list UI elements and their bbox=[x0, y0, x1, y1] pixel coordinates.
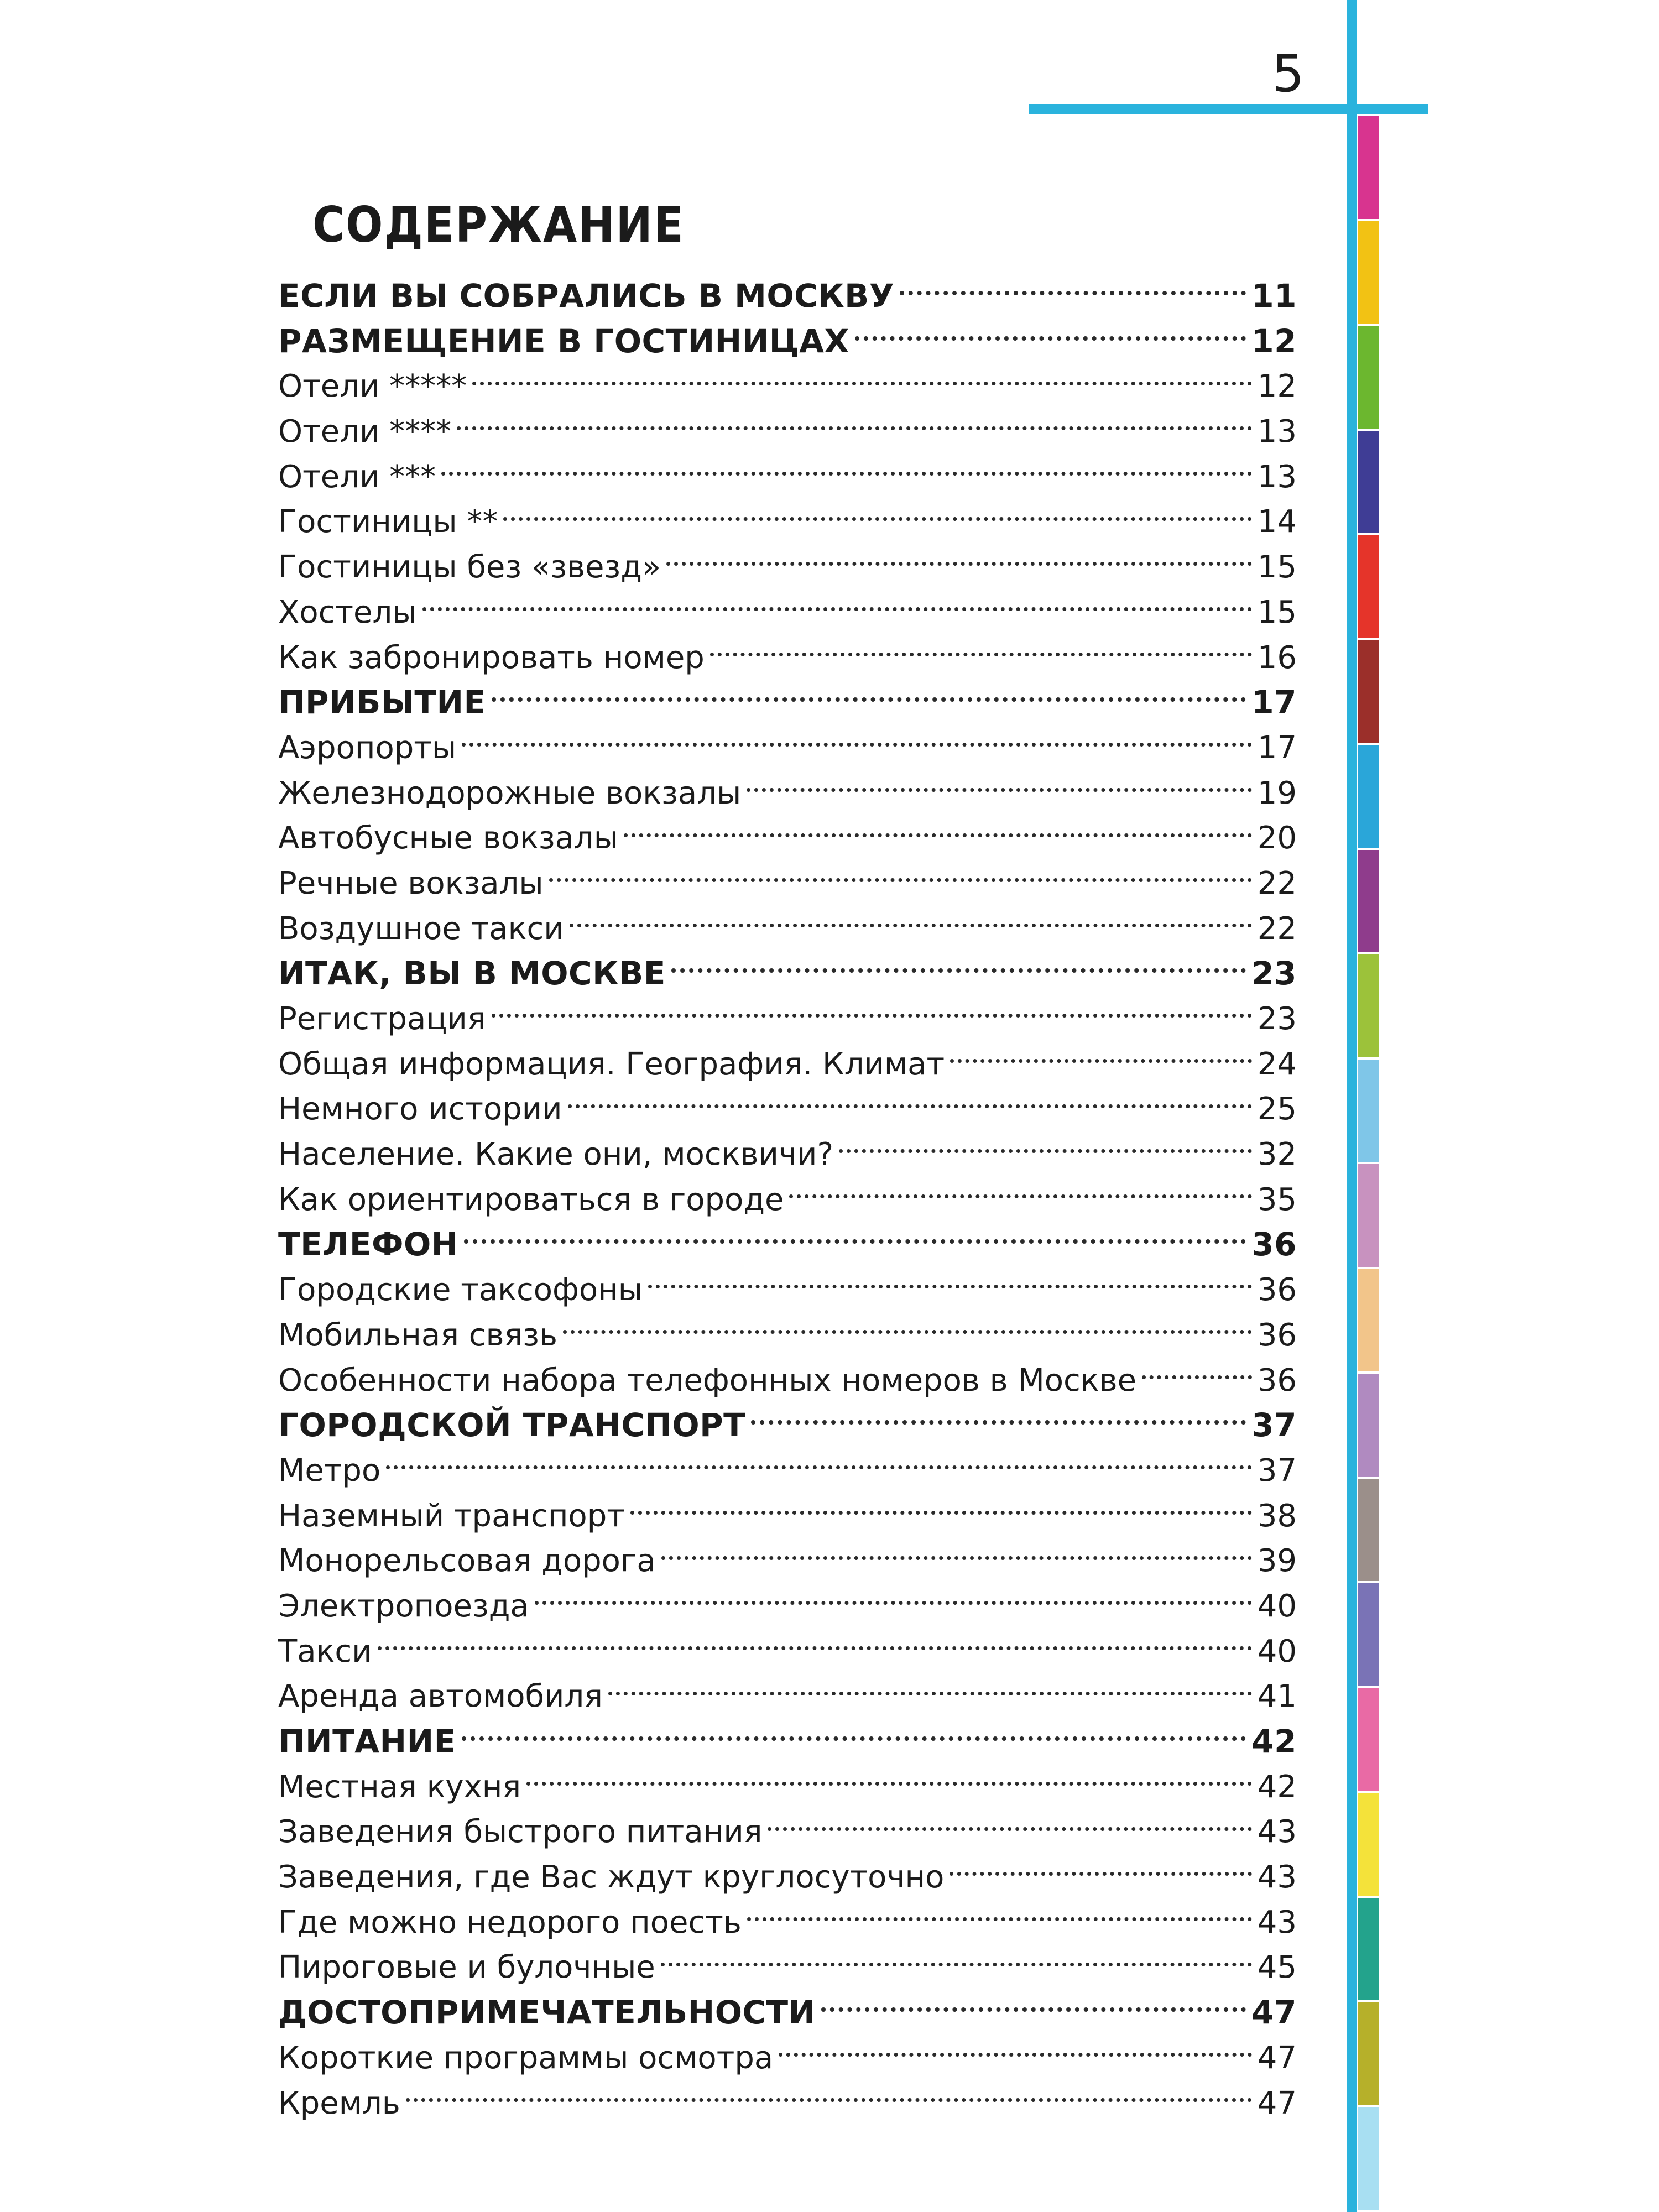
toc-entry-page: 36 bbox=[1257, 1272, 1297, 1308]
toc-entry-label: Общая информация. География. Климат bbox=[278, 1046, 945, 1082]
dot-leader bbox=[1142, 1375, 1252, 1379]
toc-entry-label: Отели *** bbox=[278, 458, 436, 495]
section-tab bbox=[1358, 326, 1379, 431]
toc-entry-page: 36 bbox=[1257, 1362, 1297, 1399]
toc-entry-label: Гостиницы без «звезд» bbox=[278, 549, 661, 586]
dot-leader bbox=[563, 1330, 1252, 1334]
toc-section-entry bbox=[278, 1719, 1297, 1765]
dot-leader bbox=[710, 653, 1252, 656]
toc-entry-label: Речные вокзалы bbox=[278, 865, 544, 901]
toc-entry-page: 11 bbox=[1251, 277, 1297, 315]
dot-leader bbox=[570, 924, 1252, 927]
section-tab bbox=[1358, 431, 1379, 536]
toc-item-entry bbox=[278, 1584, 1297, 1629]
section-tab bbox=[1358, 1164, 1379, 1269]
toc-item-entry bbox=[278, 1945, 1297, 1990]
toc-entry-label: ПРИБЫТИЕ bbox=[278, 684, 486, 722]
toc-item-entry bbox=[278, 1494, 1297, 1539]
toc-entry-page: 12 bbox=[1257, 368, 1297, 405]
toc-entry-label: Такси bbox=[278, 1633, 372, 1670]
toc-item-entry bbox=[278, 409, 1297, 455]
toc-entry-page: 47 bbox=[1257, 2039, 1297, 2076]
dot-leader bbox=[462, 743, 1252, 747]
dot-leader bbox=[492, 1014, 1252, 1018]
dot-leader bbox=[789, 1194, 1251, 1198]
toc-entry-page: 42 bbox=[1257, 1768, 1297, 1805]
toc-entry-label: Электропоезда bbox=[278, 1588, 529, 1624]
toc-item-entry bbox=[278, 1087, 1297, 1132]
dot-leader bbox=[378, 1646, 1252, 1650]
section-tab bbox=[1358, 1688, 1379, 1793]
header-rule bbox=[1029, 104, 1428, 114]
toc-item-entry bbox=[278, 2036, 1297, 2081]
toc-entry-label: Как ориентироваться в городе bbox=[278, 1181, 784, 1218]
toc-entry-page: 40 bbox=[1257, 1633, 1297, 1670]
dot-leader bbox=[900, 291, 1246, 295]
dot-leader bbox=[630, 1511, 1252, 1515]
toc-item-entry bbox=[278, 1674, 1297, 1719]
dot-leader bbox=[751, 1420, 1246, 1425]
section-tab bbox=[1358, 1583, 1379, 1688]
dot-leader bbox=[472, 382, 1252, 385]
toc-entry-label: Заведения быстрого питания bbox=[278, 1814, 763, 1850]
toc-entry-page: 19 bbox=[1257, 775, 1297, 811]
section-tab bbox=[1358, 2107, 1379, 2212]
section-tab bbox=[1358, 1793, 1379, 1898]
section-tab bbox=[1358, 850, 1379, 955]
page-number: 5 bbox=[1272, 44, 1305, 103]
toc-section-entry bbox=[278, 951, 1297, 997]
section-tab bbox=[1358, 745, 1379, 850]
toc-entry-page: 13 bbox=[1257, 458, 1297, 495]
dot-leader bbox=[624, 833, 1252, 837]
toc-item-entry bbox=[278, 1900, 1297, 1945]
dot-leader bbox=[747, 788, 1252, 792]
toc-entry-label: Местная кухня bbox=[278, 1768, 521, 1805]
toc-entry-label: Особенности набора телефонных номеров в Москве bbox=[278, 1362, 1137, 1399]
toc-entry-label: РАЗМЕЩЕНИЕ В ГОСТИНИЦАХ bbox=[278, 322, 849, 360]
toc-entry-page: 47 bbox=[1251, 1994, 1297, 2032]
toc-entry-page: 35 bbox=[1257, 1181, 1297, 1218]
toc-item-entry bbox=[278, 906, 1297, 952]
toc-entry-page: 38 bbox=[1257, 1498, 1297, 1534]
toc-entry-page: 16 bbox=[1257, 639, 1297, 676]
dot-leader bbox=[666, 562, 1252, 566]
toc-entry-label: Короткие программы осмотра bbox=[278, 2039, 774, 2076]
toc-entry-page: 47 bbox=[1257, 2085, 1297, 2121]
toc-entry-label: Аренда автомобиля bbox=[278, 1678, 603, 1715]
section-tab bbox=[1358, 535, 1379, 640]
toc-entry-page: 13 bbox=[1257, 414, 1297, 450]
toc-item-entry bbox=[278, 364, 1297, 409]
section-tab bbox=[1358, 1479, 1379, 1584]
dot-leader bbox=[549, 878, 1252, 882]
toc-item-entry bbox=[278, 1313, 1297, 1358]
toc-entry-label: Отели **** bbox=[278, 414, 452, 450]
toc-item-entry bbox=[278, 590, 1297, 635]
toc-section-entry bbox=[278, 1222, 1297, 1267]
toc-entry-label: Городские таксофоны bbox=[278, 1272, 643, 1308]
section-tab bbox=[1358, 1898, 1379, 2003]
toc-entry-label: Мобильная связь bbox=[278, 1317, 557, 1353]
section-tab bbox=[1358, 2002, 1379, 2107]
toc-item-entry bbox=[278, 1448, 1297, 1494]
toc-item-entry bbox=[278, 816, 1297, 861]
dot-leader bbox=[457, 426, 1252, 430]
dot-leader bbox=[821, 2007, 1246, 2012]
toc-item-entry bbox=[278, 499, 1297, 545]
toc-entry-page: 20 bbox=[1257, 820, 1297, 857]
dot-leader bbox=[535, 1601, 1252, 1605]
toc-item-entry bbox=[278, 1177, 1297, 1223]
toc-item-entry bbox=[278, 861, 1297, 906]
dot-leader bbox=[950, 1059, 1252, 1063]
toc-entry-page: 39 bbox=[1257, 1543, 1297, 1579]
dot-leader bbox=[422, 607, 1252, 611]
toc-entry-label: Как забронировать номер bbox=[278, 639, 705, 676]
toc-entry-label: Кремль bbox=[278, 2085, 400, 2121]
toc-entry-label: Население. Какие они, москвичи? bbox=[278, 1136, 834, 1173]
dot-leader bbox=[608, 1692, 1252, 1695]
toc-section-entry bbox=[278, 680, 1297, 726]
toc-item-entry bbox=[278, 1629, 1297, 1674]
toc-entry-page: 43 bbox=[1257, 1859, 1297, 1896]
dot-leader bbox=[747, 1917, 1252, 1921]
toc-entry-page: 22 bbox=[1257, 865, 1297, 901]
toc-entry-page: 43 bbox=[1257, 1904, 1297, 1940]
toc-entry-page: 15 bbox=[1257, 549, 1297, 586]
dot-leader bbox=[779, 2053, 1252, 2057]
toc-entry-page: 24 bbox=[1257, 1046, 1297, 1082]
toc-item-entry bbox=[278, 997, 1297, 1042]
dot-leader bbox=[661, 1963, 1252, 1966]
toc-entry-page: 36 bbox=[1257, 1317, 1297, 1353]
toc-entry-label: ЕСЛИ ВЫ СОБРАЛИСЬ В МОСКВУ bbox=[278, 277, 895, 315]
dot-leader bbox=[406, 2098, 1252, 2102]
toc-section-entry bbox=[278, 1990, 1297, 2036]
toc-item-entry bbox=[278, 2081, 1297, 2126]
toc-entry-label: Пироговые и булочные bbox=[278, 1949, 655, 1986]
toc-item-entry bbox=[278, 771, 1297, 816]
dot-leader bbox=[492, 697, 1246, 702]
toc-item-entry bbox=[278, 455, 1297, 500]
toc-entry-page: 41 bbox=[1257, 1678, 1297, 1715]
section-tab bbox=[1358, 954, 1379, 1060]
toc-entry-page: 25 bbox=[1257, 1091, 1297, 1128]
toc-entry-label: Метро bbox=[278, 1452, 381, 1489]
dot-leader bbox=[950, 1872, 1251, 1876]
toc-item-entry bbox=[278, 1538, 1297, 1584]
toc-entry-label: Автобусные вокзалы bbox=[278, 820, 618, 857]
toc-entry-page: 32 bbox=[1257, 1136, 1297, 1173]
toc-entry-page: 14 bbox=[1257, 504, 1297, 540]
dot-leader bbox=[441, 472, 1252, 476]
toc-entry-page: 42 bbox=[1251, 1723, 1297, 1760]
toc-item-entry bbox=[278, 1855, 1297, 1900]
toc-item-entry bbox=[278, 1358, 1297, 1404]
toc-entry-label: ДОСТОПРИМЕЧАТЕЛЬНОСТИ bbox=[278, 1994, 816, 2032]
toc-entry-page: 40 bbox=[1257, 1588, 1297, 1624]
toc-entry-page: 15 bbox=[1257, 594, 1297, 630]
toc-entry-label: Воздушное такси bbox=[278, 910, 564, 947]
dot-leader bbox=[462, 1736, 1246, 1741]
dot-leader bbox=[386, 1465, 1252, 1469]
section-tab bbox=[1358, 640, 1379, 745]
toc-entry-label: Заведения, где Вас ждут круглосуточно bbox=[278, 1859, 945, 1896]
toc-entry-page: 23 bbox=[1257, 1001, 1297, 1037]
toc-entry-page: 22 bbox=[1257, 910, 1297, 947]
dot-leader bbox=[568, 1104, 1252, 1108]
toc-title: СОДЕРЖАНИЕ bbox=[312, 196, 685, 253]
toc-entry-page: 17 bbox=[1257, 729, 1297, 766]
toc-entry-label: Немного истории bbox=[278, 1091, 562, 1128]
dot-leader bbox=[661, 1556, 1252, 1560]
dot-leader bbox=[526, 1782, 1252, 1786]
dot-leader bbox=[839, 1149, 1252, 1153]
dot-leader bbox=[464, 1239, 1246, 1244]
toc-item-entry bbox=[278, 1809, 1297, 1855]
toc-entry-page: 45 bbox=[1257, 1949, 1297, 1986]
toc-entry-label: Монорельсовая дорога bbox=[278, 1543, 656, 1579]
section-tab bbox=[1358, 1374, 1379, 1479]
toc-entry-page: 12 bbox=[1251, 322, 1297, 360]
toc-entry-page: 36 bbox=[1251, 1225, 1297, 1264]
toc-section-entry bbox=[278, 274, 1297, 319]
toc-entry-label: Хостелы bbox=[278, 594, 417, 630]
toc-section-entry bbox=[278, 319, 1297, 364]
dot-leader bbox=[768, 1827, 1251, 1831]
toc-entry-page: 23 bbox=[1251, 954, 1297, 993]
dot-leader bbox=[503, 517, 1251, 521]
toc-entry-label: Аэропорты bbox=[278, 729, 457, 766]
toc-item-entry bbox=[278, 545, 1297, 590]
toc-entry-label: Регистрация bbox=[278, 1001, 486, 1037]
toc-entry-page: 17 bbox=[1251, 684, 1297, 722]
toc-entry-label: Отели ***** bbox=[278, 368, 467, 405]
toc-entry-label: Наземный транспорт bbox=[278, 1498, 625, 1534]
toc-entry-label: ТЕЛЕФОН bbox=[278, 1225, 458, 1264]
toc-entry-label: Железнодорожные вокзалы bbox=[278, 775, 742, 811]
dot-leader bbox=[648, 1285, 1252, 1288]
toc-entry-label: Где можно недорого поесть bbox=[278, 1904, 742, 1940]
toc-entry-label: ГОРОДСКОЙ ТРАНСПОРТ bbox=[278, 1406, 746, 1444]
toc-item-entry bbox=[278, 1132, 1297, 1177]
margin-rule bbox=[1347, 0, 1357, 2212]
toc-entry-page: 37 bbox=[1251, 1406, 1297, 1444]
toc-item-entry bbox=[278, 726, 1297, 771]
section-tab bbox=[1358, 1060, 1379, 1165]
section-tab bbox=[1358, 1269, 1379, 1374]
toc-section-entry bbox=[278, 1403, 1297, 1448]
toc-item-entry bbox=[278, 1042, 1297, 1087]
toc-entry-page: 37 bbox=[1257, 1452, 1297, 1489]
dot-leader bbox=[671, 968, 1246, 973]
dot-leader bbox=[855, 336, 1246, 341]
toc-entry-label: ИТАК, ВЫ В МОСКВЕ bbox=[278, 954, 666, 993]
toc-item-entry bbox=[278, 1765, 1297, 1810]
section-color-tabs bbox=[1358, 116, 1379, 2212]
toc-entry-label: Гостиницы ** bbox=[278, 504, 498, 540]
toc-entry-label: ПИТАНИЕ bbox=[278, 1723, 456, 1760]
section-tab bbox=[1358, 116, 1379, 221]
toc-item-entry bbox=[278, 635, 1297, 681]
toc-entry-page: 43 bbox=[1257, 1814, 1297, 1850]
table-of-contents bbox=[278, 274, 1297, 2126]
section-tab bbox=[1358, 221, 1379, 326]
toc-item-entry bbox=[278, 1267, 1297, 1313]
